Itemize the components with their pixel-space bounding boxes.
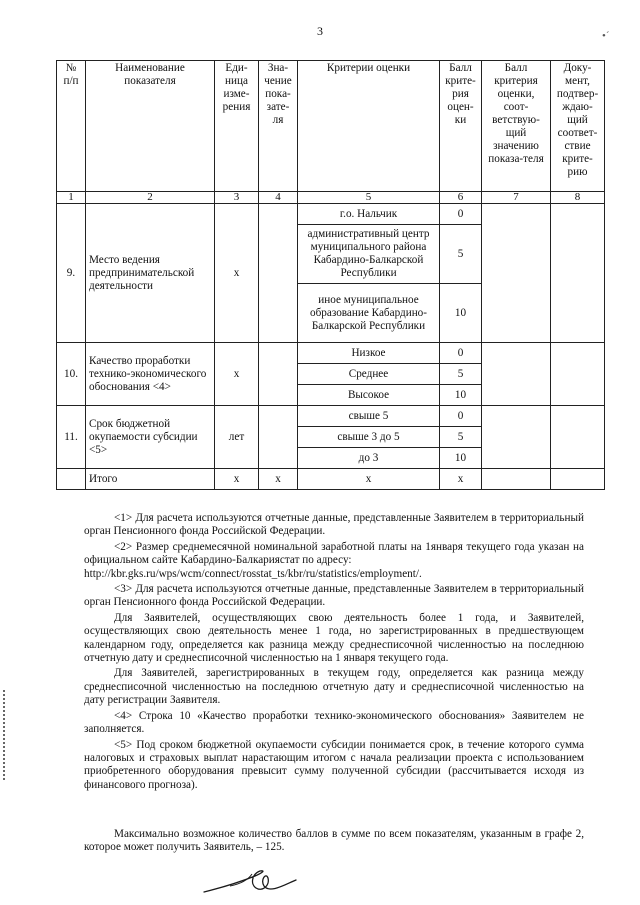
footnote-3-paragraph-b: Для Заявителей, зарегистрированных в текущем году, определяется как разница между среднесписочной численностью на последнюю отчетную дату и среднесписочной численностью на дату регистрации Заявителя.: [84, 667, 584, 707]
criterion-score: 10: [440, 284, 482, 343]
criterion-score: 10: [440, 448, 482, 469]
criterion-score: 0: [440, 204, 482, 225]
row-number: 11.: [57, 406, 86, 469]
column-number-row: [57, 192, 605, 204]
row-number: 10.: [57, 343, 86, 406]
criterion-score: 10: [440, 385, 482, 406]
criterion-score: 5: [440, 364, 482, 385]
header-document: Доку-мент, подтвер-ждаю-щий соответ-ствие крите-рию: [551, 61, 605, 192]
column-number: 7: [482, 192, 551, 204]
criterion-label: свыше 3 до 5: [298, 427, 440, 448]
header-unit: Еди-ница изме-рения: [215, 61, 259, 192]
header-criteria: Критерии оценки: [298, 61, 440, 192]
value-cell: [259, 343, 298, 406]
total-unit: х: [215, 469, 259, 490]
margin-mark: [3, 690, 7, 780]
value-cell: [259, 406, 298, 469]
row-number: 9.: [57, 204, 86, 343]
value-cell: [259, 204, 298, 343]
table-header-row: [57, 61, 605, 192]
table-row: [57, 406, 605, 427]
total-value: х: [259, 469, 298, 490]
indicator-name: Качество проработки технико-экономического обоснования <4>: [86, 343, 215, 406]
criterion-label: до 3: [298, 448, 440, 469]
criterion-label: Среднее: [298, 364, 440, 385]
criteria-table: [56, 60, 605, 490]
footnote-4: <4> Строка 10 «Качество проработки технико-экономического обоснования» Заявителем не заполняется.: [84, 709, 584, 736]
footnote-2-url: http://kbr.gks.ru/wps/wcm/connect/rosstat_ts/kbr/ru/statistics/employment/.: [84, 567, 422, 580]
criterion-label: Высокое: [298, 385, 440, 406]
table-row: [57, 204, 605, 225]
total-label: Итого: [86, 469, 215, 490]
column-number: 4: [259, 192, 298, 204]
total-number-cell: [57, 469, 86, 490]
criterion-score: 5: [440, 427, 482, 448]
criterion-label: г.о. Нальчик: [298, 204, 440, 225]
footnote-1: <1> Для расчета используются отчетные данные, представленные Заявителем в территориальный орган Пенсионного фонда Российской Федерации.: [84, 512, 584, 538]
column-number: 2: [86, 192, 215, 204]
header-number: № п/п: [57, 61, 86, 192]
table-row: [57, 343, 605, 364]
max-score-statement: Максимально возможное количество баллов в сумме по всем показателям, указанным в графе 2, которое может получить Заявитель, – 125.: [84, 828, 584, 854]
footnote-3-paragraph-a: Для Заявителей, осуществляющих свою деятельность более 1 года, и Заявителей, осуществляющих свою деятельность менее 1 года, но зарегистрированных в предшествующем календарном году, определяется как разница между среднесписочной численностью на последнюю отчетную дату и среднесписочной численностью на 1 января текущего года.: [84, 611, 584, 665]
column-number: 8: [551, 192, 605, 204]
column-number: 6: [440, 192, 482, 204]
total-criteria: х: [298, 469, 440, 490]
header-criterion-score: Балл крите-рия оцен-ки: [440, 61, 482, 192]
document-cell: [551, 204, 605, 343]
criterion-score: 0: [440, 406, 482, 427]
matching-score-cell: [482, 204, 551, 343]
criterion-label: Низкое: [298, 343, 440, 364]
unit-cell: х: [215, 204, 259, 343]
header-matching-score: Балл критерия оценки, соот-ветствую-щий значению показа-теля: [482, 61, 551, 192]
total-document-cell: [551, 469, 605, 490]
footnote-5: <5> Под сроком бюджетной окупаемости субсидии понимается срок, в течение которого сумма налоговых и страховых выплат нарастающим итогом с начала реализации проекта с использованием приобретенного оборудования превысит сумму полученной субсидии (рассчитывается исходя из финансового прогноза).: [84, 738, 584, 791]
footnote-2: <2> Размер среднемесячной номинальной заработной платы на 1января текущего года указан на официальном сайте Кабардино-Балкариястат по адресу:: [84, 540, 584, 567]
column-number: 5: [298, 192, 440, 204]
total-score: х: [440, 469, 482, 490]
footnotes: [84, 512, 584, 794]
column-number: 3: [215, 192, 259, 204]
footnote-3: <3> Для расчета используются отчетные данные, представленные Заявителем в территориальный орган Пенсионного фонда Российской Федерации.: [84, 583, 584, 609]
matching-score-cell: [482, 406, 551, 469]
signature-image: [200, 862, 300, 902]
header-value: Зна-чение пока-зате-ля: [259, 61, 298, 192]
criterion-label: иное муниципальное образование Кабардино-Балкарской Республики: [298, 284, 440, 343]
corner-mark: •ˊ: [602, 30, 610, 42]
header-indicator-name: Наименование показателя: [86, 61, 215, 192]
indicator-name: Место ведения предпринимательской деятельности: [86, 204, 215, 343]
criterion-label: свыше 5: [298, 406, 440, 427]
total-row: [57, 469, 605, 490]
criterion-score: 0: [440, 343, 482, 364]
criterion-label: административный центр муниципального района Кабардино-Балкарской Республики: [298, 225, 440, 284]
document-cell: [551, 406, 605, 469]
total-matching-cell: [482, 469, 551, 490]
indicator-name: Срок бюджетной окупаемости субсидии <5>: [86, 406, 215, 469]
page-number: 3: [317, 24, 323, 38]
document-cell: [551, 343, 605, 406]
column-number: 1: [57, 192, 86, 204]
unit-cell: х: [215, 343, 259, 406]
unit-cell: лет: [215, 406, 259, 469]
matching-score-cell: [482, 343, 551, 406]
criterion-score: 5: [440, 225, 482, 284]
